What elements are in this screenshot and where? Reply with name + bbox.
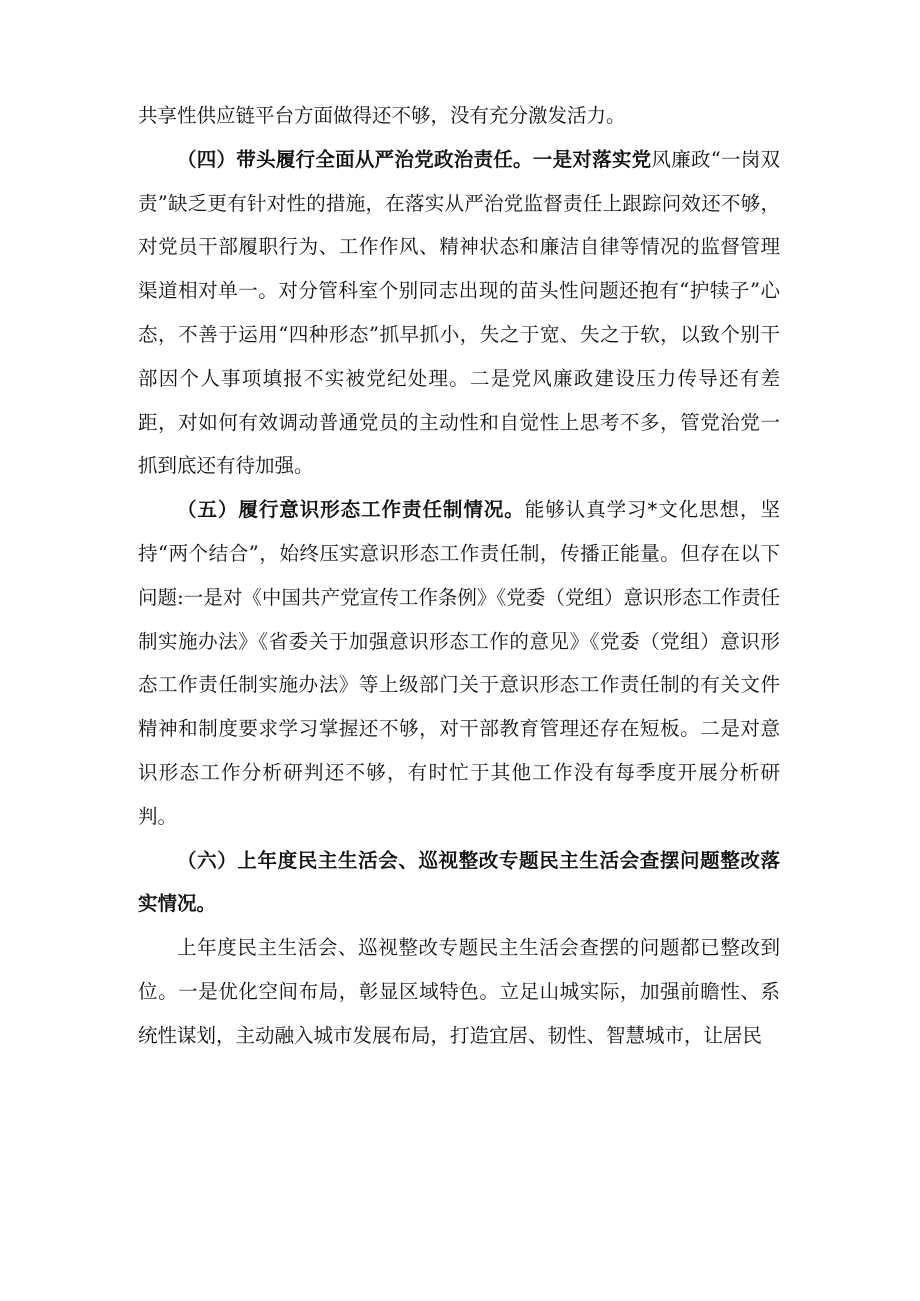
section-four-lead: （四）带头履行全面从严治党政治责任。一是对落实党 [177, 147, 652, 171]
section-five-text: 能够认真学习*文化思想，坚持“两个结合”，始终压实意识形态工作责任制，传播正能量。但存在以下问题:一是对《中国共产党宣传工作条例》《党委（党组）意识形态工作责任制实施办法》《省委关于加强意识形态工作的意见》《党委（党组）意识形态工作责任制实施办法》等上级部门关于意识形态工作责任制的有关文件精神和制度要求学习掌握还不够，对干部教育管理还存在短板。二是对意识形态工作分析研判还不够，有时忙于其他工作没有每季度开展分析研判。 [138, 498, 780, 828]
paragraph-section-four [138, 138, 780, 488]
section-six-body-text: 上年度民主生活会、巡视整改专题民主生活会查摆的问题都已整改到位。一是优化空间布局，彰显区域特色。立足山城实际，加强前瞻性、系统性谋划，主动融入城市发展布局，打造宜居、韧性、智慧城市，让居民 [138, 936, 780, 1047]
paragraph-section-six-body [138, 926, 780, 1057]
paragraph-section-five [138, 488, 780, 838]
section-six-heading-text: （六）上年度民主生活会、巡视整改专题民主生活会查摆问题整改落实情况。 [138, 848, 780, 916]
section-four-text: 风廉政“一岗双责”缺乏更有针对性的措施，在落实从严治党监督责任上跟踪问效还不够，对党员干部履职行为、工作作风、精神状态和廉洁自律等情况的监督管理渠道相对单一。对分管科室个别同志出现的苗头性问题还抱有“护犊子”心态，不善于运用“四种形态”抓早抓小，失之于宽、失之于软，以致个别干部因个人事项填报不实被党纪处理。二是党风廉政建设压力传导还有差距，对如何有效调动普通党员的主动性和自觉性上思考不多，管党治党一抓到底还有待加强。 [138, 147, 780, 478]
paragraph-continuation [138, 94, 780, 138]
section-five-lead: （五）履行意识形态工作责任制情况。 [177, 498, 525, 522]
paragraph-text: 共享性供应链平台方面做得还不够，没有充分激发活力。 [138, 104, 626, 127]
document-body [138, 94, 780, 1058]
section-six-heading [138, 839, 780, 927]
